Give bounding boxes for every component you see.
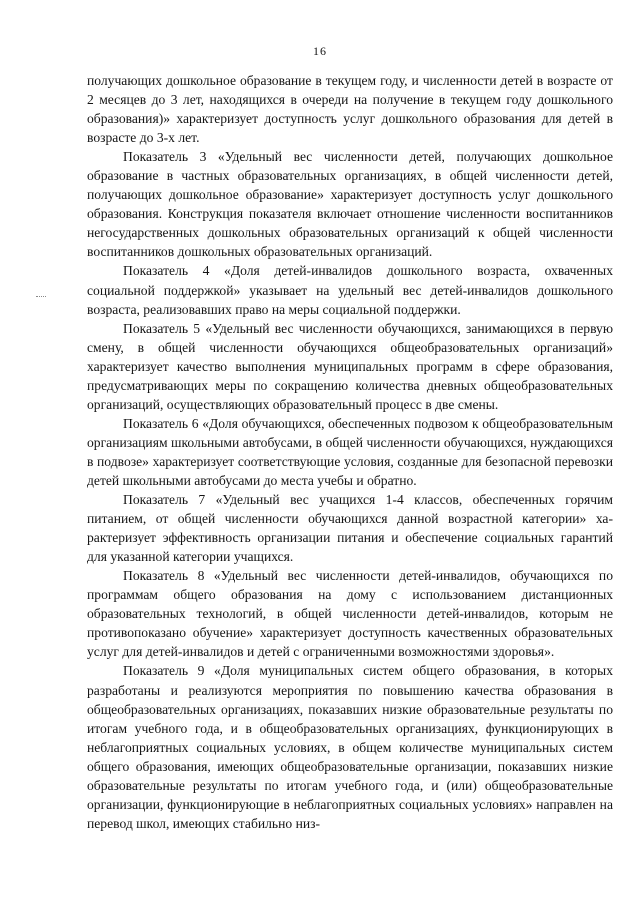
- page-number: 16: [313, 44, 327, 58]
- paragraph-continuation: получающих дошкольное образование в текущем году, и численности детей в возрасте от 2 месяцев до 3 лет, находящихся в очереди на получение в текущем году дошкольного образования)» характеризует доступность услуг дошкольного образования для детей в возрасте до 3-х лет.: [87, 73, 613, 146]
- paragraph-indicator-7: Показатель 7 «Удельный вес учащихся 1-4 классов, обеспеченных горячим питанием, от общей численности обучающихся данной возрастной категории» характеризует эффективность организации питания и обеспечение социальных гарантий для указанной категории учащихся.: [87, 492, 613, 565]
- margin-mark: [36, 296, 46, 298]
- document-body: [87, 71, 613, 833]
- paragraph-indicator-9: Показатель 9 «Доля муниципальных систем общего образования, в которых разработаны и реализуются мероприятия по повышению качества образования в общеобразовательных организациях, показавших низкие образовательные результаты по итогам учебного года, и в общеобразовательных организациях, функционирующих в неблагоприятных социальных условиях, в общем количестве муниципальных систем общего образования, имеющих общеобразовательные организации, показавших низкие образовательные результаты по итогам учебного года, и (или) общеобразовательные организации, функционирующие в неблагоприятных социальных условиях» направлен на перевод школ, имеющих стабильно низ-: [87, 663, 613, 831]
- paragraph-indicator-6: Показатель 6 «Доля обучающихся, обеспеченных подвозом к общеобразовательным организациям школьными автобусами, в общей численности обучающихся, нуждающихся в подвозе» характеризует соответствующие условия, созданные для безопасной перевозки детей школьными автобусами до места учебы и обратно.: [87, 415, 613, 488]
- paragraph-indicator-4: Показатель 4 «Доля детей-инвалидов дошкольного возраста, охваченных социальной поддержкой» указывает на удельный вес детей-инвалидов дошкольного возраста, реализовавших право на меры социальной поддержки.: [87, 263, 613, 317]
- paragraph-indicator-8: Показатель 8 «Удельный вес численности детей-инвалидов, обучающихся по программам общего образования на дому с использованием дистанционных образовательных технологий, в общей численности детей-инвалидов, которым не противопоказано обучение» характеризует доступность качественных образовательных услуг для детей-инвалидов и детей с ограниченными возможностями здоровья».: [87, 568, 613, 660]
- paragraph-indicator-3: Показатель 3 «Удельный вес численности детей, получающих дошкольное образование в частных образовательных организациях, в общей численности детей, получающих дошкольное образование» характеризует доступность услуг дошкольного образования. Конструкция показателя включает отношение численности воспитанников негосударственных дошкольных образовательных организаций к общей численности воспитанников дошкольных образовательных организаций.: [87, 149, 613, 260]
- paragraph-indicator-5: Показатель 5 «Удельный вес численности обучающихся, занимающихся в первую смену, в общей численности обучающихся общеобразовательных организаций» характеризует качество выполнения муниципальных программ в сфере образования, предусматривающих меры по сокращению количества дневных общеобразовательных организаций, осуществляющих образовательный процесс в две смены.: [87, 320, 613, 412]
